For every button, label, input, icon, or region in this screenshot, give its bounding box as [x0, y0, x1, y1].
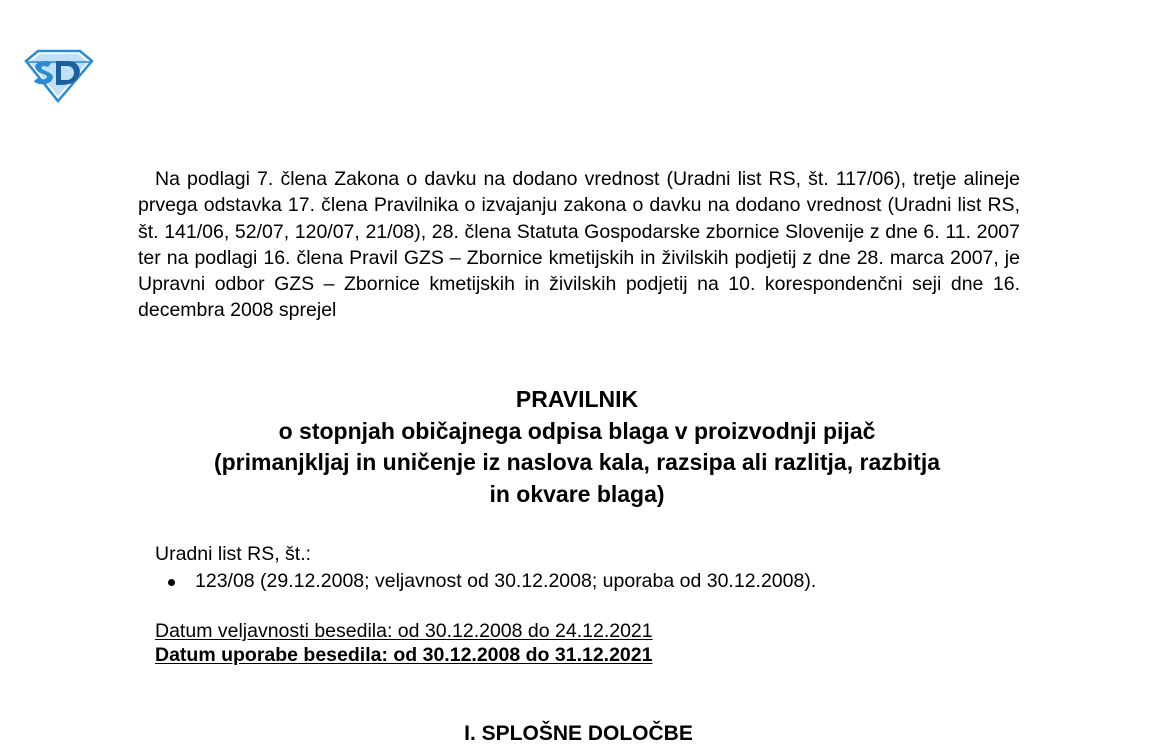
- diamond-sd-logo-icon: [22, 47, 96, 105]
- validity-dates: [155, 619, 653, 667]
- bullet-icon: [168, 579, 175, 586]
- title-line-1: PRAVILNIK: [515, 386, 639, 412]
- gazette-label: Uradni list RS, št.:: [155, 543, 312, 565]
- application-date-text: Datum uporabe besedila: od 30.12.2008 do 31.12.2021: [155, 644, 653, 666]
- gazette-entry: [195, 568, 1055, 595]
- gazette-entry-text: 123/08 (29.12.2008; veljavnost od 30.12.2008; uporaba od 30.12.2008).: [195, 570, 817, 592]
- gazette-list: [155, 568, 1055, 595]
- title-line-4: in okvare blaga): [489, 480, 665, 507]
- title-line-3: (primanjkljaj in uničenje iz naslova kala, razsipa ali razlitja, razbitja: [213, 449, 941, 475]
- document-title: [120, 384, 1034, 510]
- section-heading: I. SPLOŠNE DOLOČBE: [464, 722, 693, 745]
- intro-paragraph: Na podlagi 7. člena Zakona o davku na dodano vrednost (Uradni list RS, št. 117/06), tretje alineje prvega odstavka 17. člena Pravilnika o izvajanju zakona o davku na dodano vrednost (Uradni list RS, št. 141/06, 52/07, 120/07, 21/08), 28. člena Statuta Gospodarske zbornice Slovenije z dne 6. 11. 2007 ter na podlagi 16. člena Pravil GZS – Zbornice kmetijskih in živilskih podjetij z dne 28. marca 2007, je Upravni odbor GZS – Zbornice kmetijskih in živilskih podjetij na 10. korespondenčni seji dne 16. decembra 2008 sprejel: [138, 168, 1020, 322]
- gazette-section: [155, 541, 1055, 595]
- title-line-2: o stopnjah običajnega odpisa blaga v proizvodnji pijač: [278, 417, 876, 444]
- validity-date-text: Datum veljavnosti besedila: od 30.12.2008 do 24.12.2021: [155, 620, 653, 642]
